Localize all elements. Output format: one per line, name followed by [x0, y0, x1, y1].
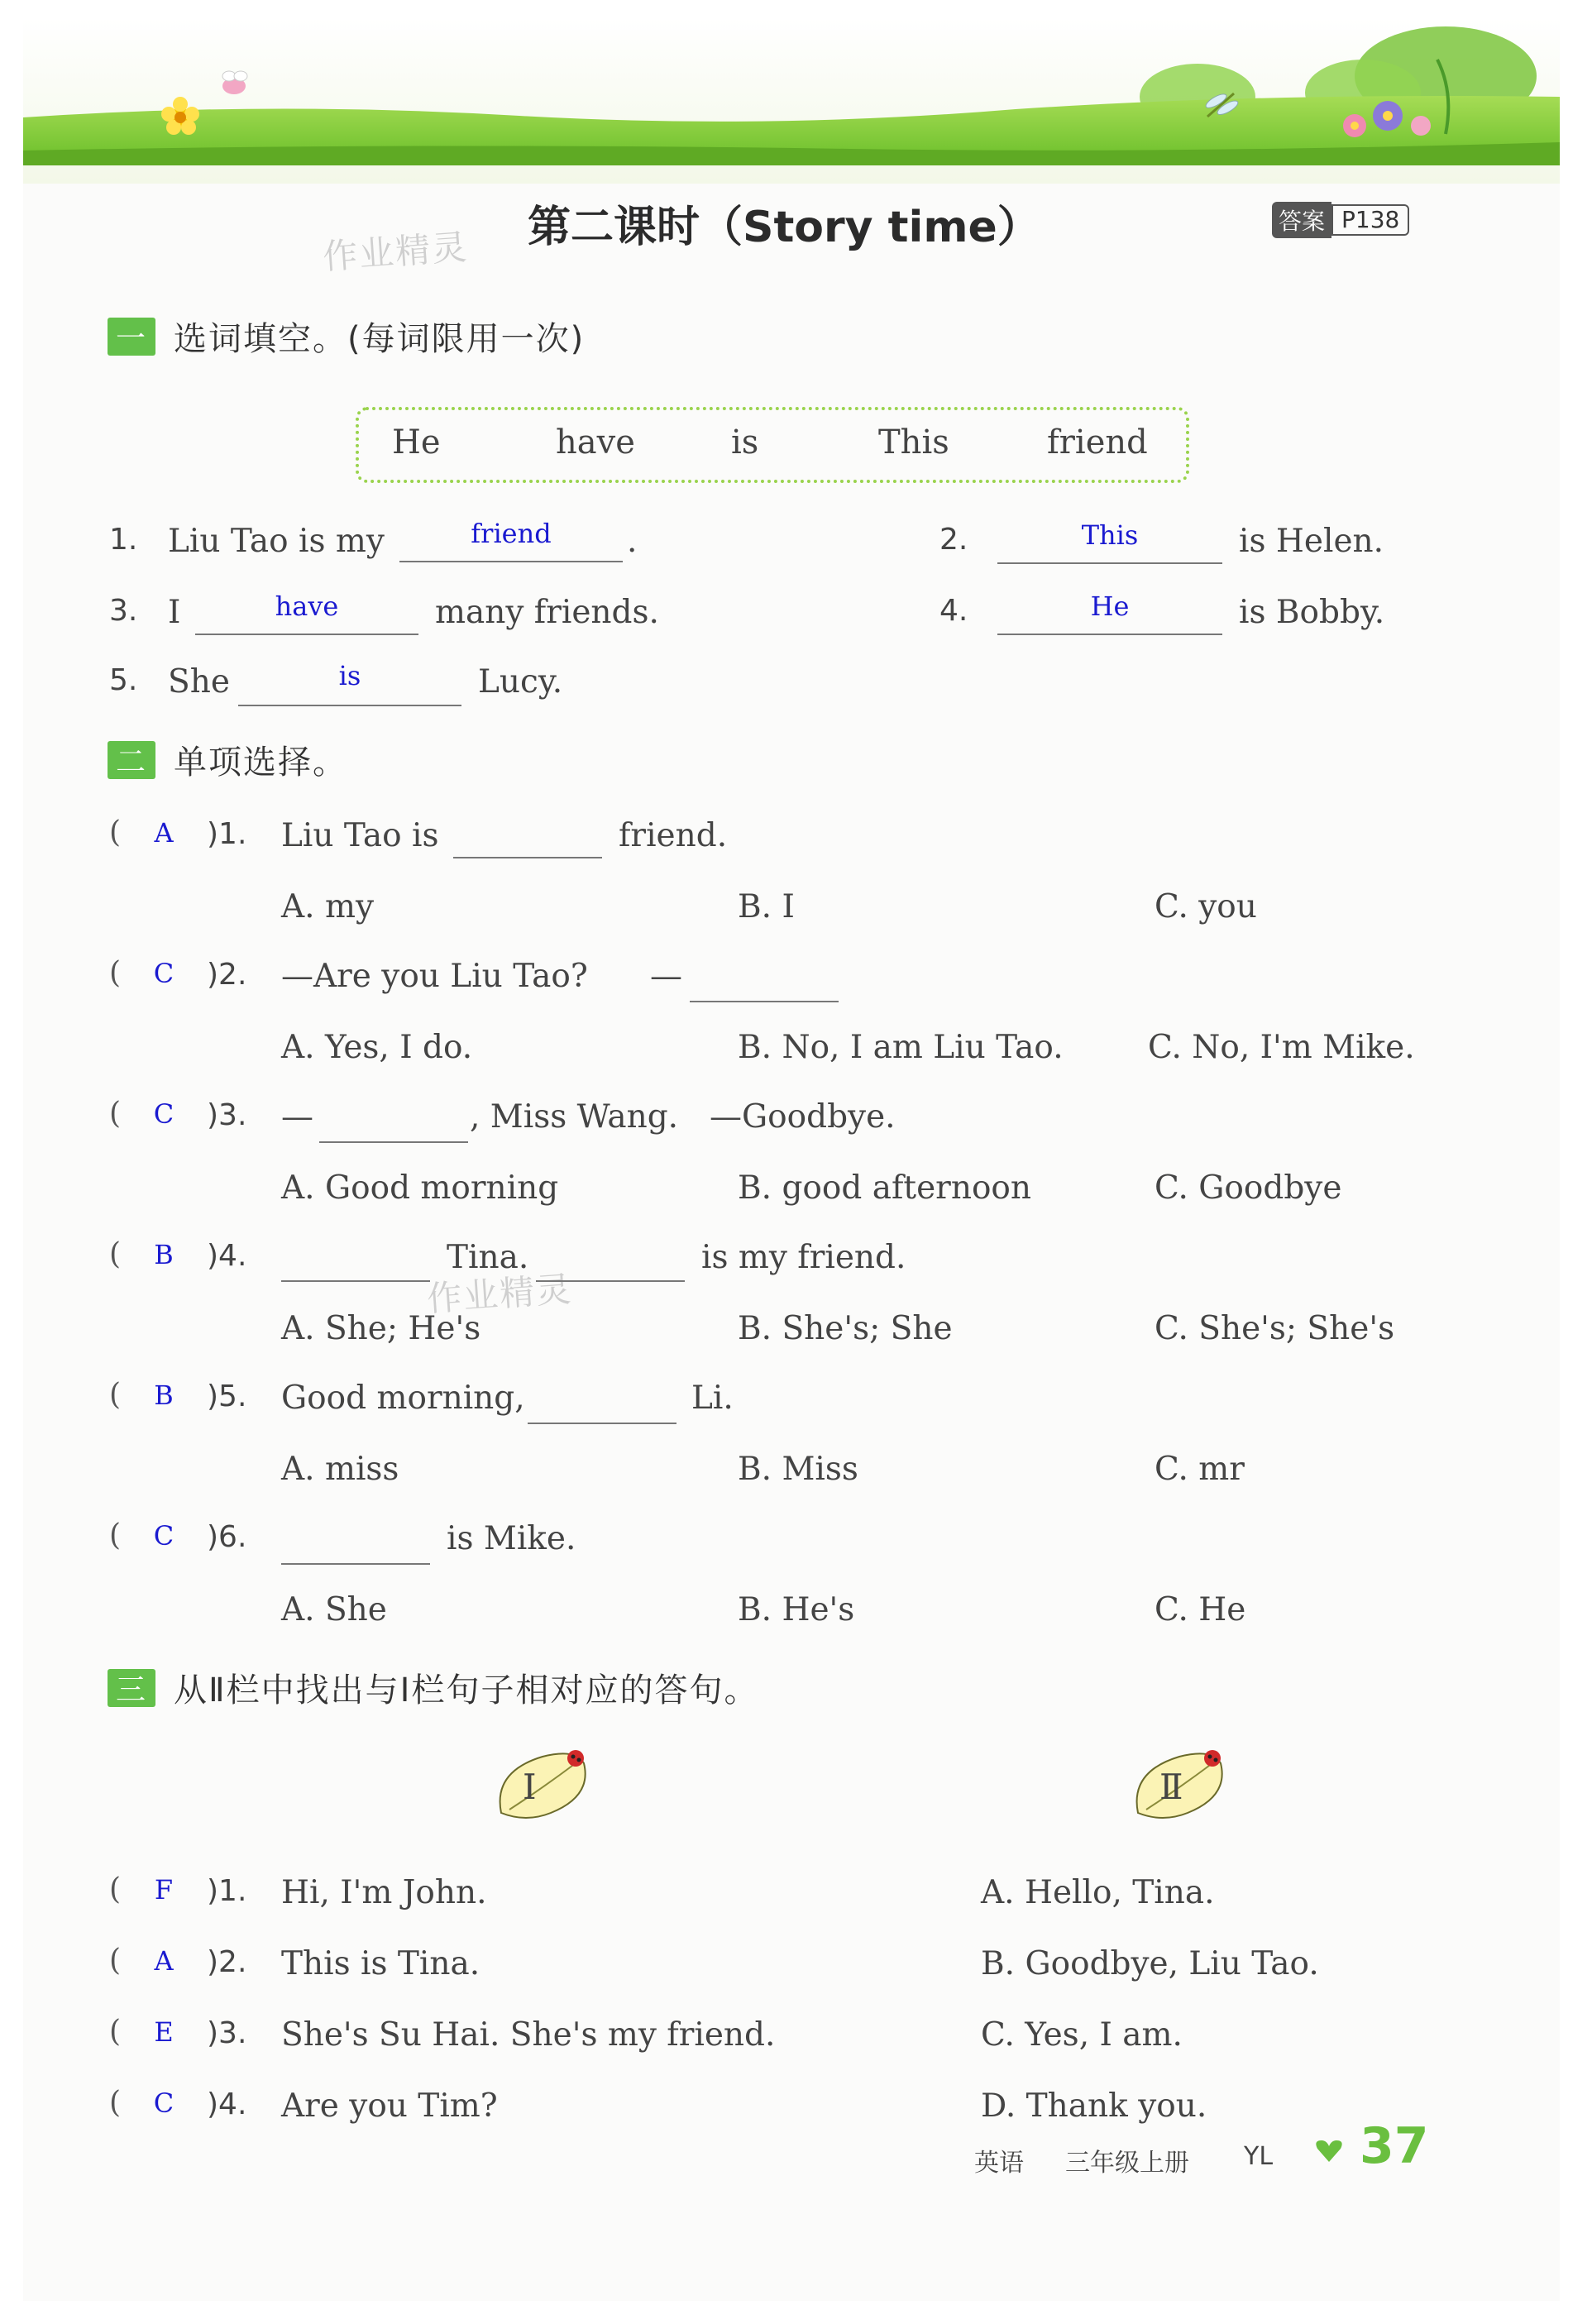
question-text: —Are you Liu Tao? [281, 958, 588, 995]
answer-blank[interactable] [528, 1383, 676, 1424]
column-ii-leaf [1130, 1747, 1229, 1829]
question-text: is my friend. [701, 1239, 906, 1276]
fill-item-number: 3. [109, 594, 138, 628]
fill-item-number: 5. [109, 663, 138, 697]
match-sentence: She's Su Hai. She's my friend. [281, 2016, 776, 2054]
word-bank [356, 407, 1189, 483]
match-number: )4. [207, 2087, 247, 2121]
fill-item-text: I [168, 594, 181, 631]
page-title: 第二课时（Story time） [528, 203, 1040, 252]
section1-badge: 一 [108, 318, 155, 356]
option-b[interactable]: B. good afternoon [738, 1169, 1032, 1207]
match-answer: F [154, 1874, 174, 1906]
answer-reference [1272, 203, 1409, 237]
question-text: Tina. [447, 1239, 529, 1276]
question-number: )3. [207, 1098, 247, 1132]
choice-answer: C [153, 958, 174, 989]
answer-label: 答案 [1272, 202, 1331, 238]
answer-page: P138 [1331, 204, 1409, 236]
column-i-leaf [493, 1747, 592, 1829]
column-ii-label: Ⅱ [1159, 1767, 1183, 1807]
option-b[interactable]: B. No, I am Liu Tao. [738, 1029, 1064, 1066]
fill-item-number: 2. [939, 523, 968, 557]
heart-icon [1315, 2139, 1343, 2164]
filled-answer: He [1090, 591, 1130, 622]
answer-paren: ( [109, 956, 122, 990]
choice-answer: C [153, 1520, 174, 1552]
filled-answer: have [275, 591, 339, 622]
match-reply[interactable]: B. Goodbye, Liu Tao. [981, 1945, 1319, 1982]
match-number: )3. [207, 2016, 247, 2050]
match-sentence: This is Tina. [281, 1945, 480, 1982]
match-sentence: Are you Tim? [281, 2087, 498, 2125]
answer-paren: ( [109, 1944, 122, 1977]
option-c[interactable]: C. She's; She's [1155, 1310, 1395, 1347]
choice-answer: A [154, 817, 174, 849]
option-c[interactable]: C. No, I'm Mike. [1148, 1029, 1415, 1066]
question-text: friend. [619, 817, 728, 854]
match-number: )2. [207, 1945, 247, 1979]
section2-heading [108, 736, 347, 783]
option-a[interactable]: A. She [281, 1591, 387, 1628]
answer-blank[interactable] [281, 1523, 430, 1565]
section3-instruction: 从Ⅱ栏中找出与Ⅰ栏句子相对应的答句。 [174, 1671, 759, 1710]
filled-answer: is [338, 660, 361, 691]
option-c[interactable]: C. He [1155, 1591, 1246, 1628]
option-a[interactable]: A. Yes, I do. [281, 1029, 473, 1066]
option-c[interactable]: C. you [1155, 888, 1257, 925]
section3-badge: 三 [108, 1669, 155, 1707]
leaf-icon [493, 1747, 592, 1829]
option-b[interactable]: B. She's; She [738, 1310, 953, 1347]
footer-edition: YL [1244, 2142, 1274, 2171]
word-bank-item: have [556, 423, 635, 461]
answer-paren: ( [109, 1872, 122, 1906]
option-a[interactable]: A. my [281, 888, 374, 925]
match-number: )1. [207, 1874, 247, 1908]
choice-answer: C [153, 1098, 174, 1130]
answer-blank[interactable] [319, 1102, 468, 1143]
match-sentence: Hi, I'm John. [281, 1874, 487, 1911]
fill-item-text: is Helen. [1239, 523, 1384, 560]
section3-heading [108, 1664, 758, 1711]
page-number: 37 [1360, 2117, 1429, 2175]
footer-subject: 英语 [974, 2149, 1024, 2178]
option-b[interactable]: B. He's [738, 1591, 855, 1628]
option-a[interactable]: A. She; He's [281, 1310, 481, 1347]
question-number: )5. [207, 1380, 247, 1413]
fill-item-text: . [627, 523, 638, 560]
option-c[interactable]: C. mr [1155, 1451, 1245, 1488]
meadow-banner [23, 18, 1560, 184]
fill-item-number: 4. [939, 594, 968, 628]
answer-paren: ( [109, 1097, 122, 1131]
fill-item-text: Liu Tao is my [168, 523, 385, 560]
choice-answer: B [154, 1239, 174, 1270]
question-text: Li. [691, 1380, 734, 1417]
question-text: — [281, 1098, 313, 1136]
fill-item-text: Lucy. [478, 663, 563, 701]
section2-instruction: 单项选择。 [174, 744, 347, 782]
word-bank-item: is [731, 423, 759, 461]
option-b[interactable]: B. Miss [738, 1451, 858, 1488]
answer-blank[interactable] [690, 961, 839, 1002]
answer-paren: ( [109, 1237, 122, 1271]
question-number: )1. [207, 817, 247, 851]
option-b[interactable]: B. I [738, 888, 795, 925]
match-reply[interactable]: A. Hello, Tina. [981, 1874, 1215, 1911]
match-answer: C [153, 2087, 174, 2119]
choice-answer: B [154, 1380, 174, 1411]
answer-blank[interactable] [281, 1241, 430, 1282]
section2-badge: 二 [108, 741, 155, 779]
answer-paren: ( [109, 2015, 122, 2049]
fill-item-number: 1. [109, 523, 138, 557]
answer-paren: ( [109, 2086, 122, 2120]
column-i-label: Ⅰ [523, 1767, 537, 1807]
question-number: )2. [207, 958, 247, 992]
filled-answer: friend [471, 518, 552, 549]
option-c[interactable]: C. Goodbye [1155, 1169, 1342, 1207]
question-number: )6. [207, 1520, 247, 1554]
section1-instruction: 选词填空。(每词限用一次) [174, 320, 586, 358]
match-reply[interactable]: C. Yes, I am. [981, 2016, 1183, 2054]
fill-item-text: is Bobby. [1239, 594, 1385, 631]
word-bank-item: He [392, 423, 441, 461]
answer-paren: ( [109, 1518, 122, 1552]
question-text: , Miss Wang. [470, 1098, 679, 1136]
answer-paren: ( [109, 1378, 122, 1412]
option-a[interactable]: A. miss [281, 1451, 399, 1488]
option-a[interactable]: A. Good morning [281, 1169, 559, 1207]
question-text: —Goodbye. [710, 1098, 896, 1136]
footer-grade: 三年级上册 [1065, 2149, 1189, 2178]
watermark-top: 作业精灵 [321, 226, 470, 278]
question-text: Liu Tao is [281, 817, 439, 854]
match-reply[interactable]: D. Thank you. [981, 2087, 1207, 2125]
answer-paren: ( [109, 815, 122, 849]
worksheet-page [23, 18, 1560, 2301]
answer-blank[interactable] [453, 817, 602, 858]
filled-answer: This [1081, 519, 1139, 551]
word-bank-item: friend [1047, 423, 1148, 461]
match-answer: E [154, 2016, 174, 2048]
answer-blank[interactable] [536, 1241, 685, 1282]
fill-item-text: many friends. [435, 594, 659, 631]
watermark-middle: 作业精灵 [425, 1268, 574, 1320]
question-text: is Mike. [447, 1520, 576, 1557]
question-text: Good morning, [281, 1380, 525, 1417]
question-number: )4. [207, 1239, 247, 1273]
fill-item-text: She [168, 663, 230, 701]
question-text: — [650, 958, 682, 995]
match-answer: A [154, 1945, 174, 1977]
word-bank-item: This [878, 423, 949, 461]
section1-heading [108, 313, 585, 360]
